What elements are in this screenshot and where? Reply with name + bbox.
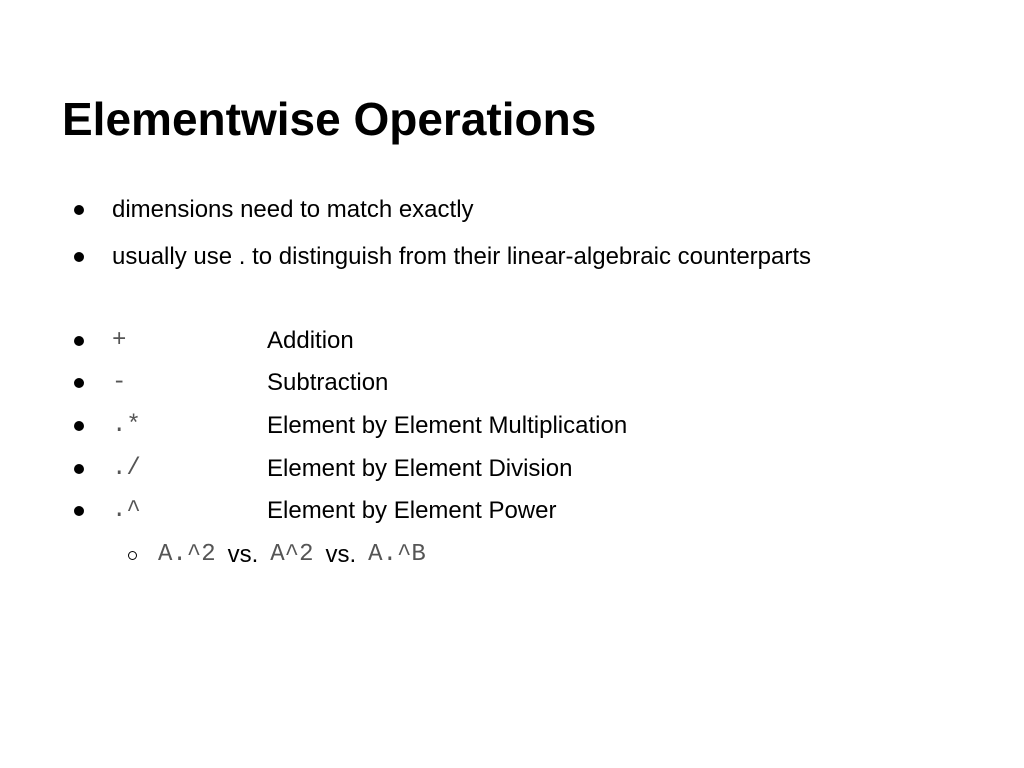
operator-label: Element by Element Power <box>267 497 557 524</box>
bullet-dot-icon <box>74 205 84 215</box>
operator-label: Addition <box>267 327 354 354</box>
operator-item <box>72 496 556 526</box>
operator-label: Element by Element Multiplication <box>267 412 628 439</box>
operator-symbol: + <box>112 327 127 354</box>
bullet-dot-icon <box>74 336 84 346</box>
bullet-text: dimensions need to match exactly <box>112 196 474 223</box>
bullet-dot-icon <box>74 464 84 474</box>
slide-title: Elementwise Operations <box>62 93 597 145</box>
operator-label: Subtraction <box>267 369 389 396</box>
operator-item <box>72 411 627 441</box>
vs-separator: vs. <box>227 541 259 568</box>
operator-symbol: - <box>112 369 127 396</box>
bullet-text: usually use . to distinguish from their linear-algebraic counterparts <box>112 243 812 270</box>
hollow-bullet-icon <box>128 551 137 560</box>
vs-separator: vs. <box>325 541 357 568</box>
operator-symbol: .^ <box>112 497 141 524</box>
expression-a-dot-pow-b: A.^B <box>368 541 426 568</box>
bullet-dot-icon <box>74 378 84 388</box>
operator-item <box>72 326 354 356</box>
operator-symbol: ./ <box>112 455 141 482</box>
operator-label: Element by Element Division <box>267 455 573 482</box>
bullet-dot-icon <box>74 421 84 431</box>
bullet-item <box>72 242 811 272</box>
expression-a-pow-2: A^2 <box>270 541 314 568</box>
operator-item <box>72 368 388 398</box>
expression-a-dot-pow-2: A.^2 <box>158 541 216 568</box>
bullet-dot-icon <box>74 506 84 516</box>
operator-item <box>72 454 572 484</box>
bullet-dot-icon <box>74 252 84 262</box>
operator-symbol: .* <box>112 412 141 439</box>
sub-bullet-item <box>128 540 426 570</box>
bullet-item <box>72 195 474 225</box>
